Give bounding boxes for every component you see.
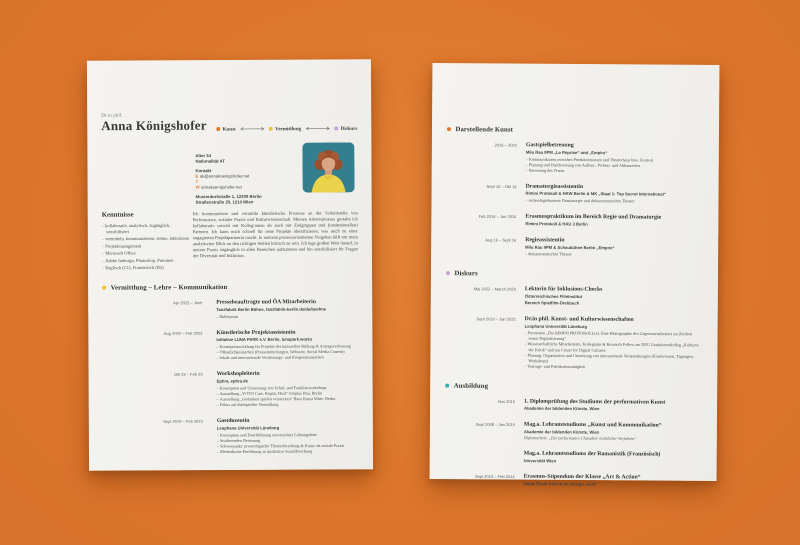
section-title: Ausbildung — [453, 381, 489, 390]
entry-bullets — [525, 251, 703, 258]
entry-organisation: Milo Rau IIPM & Schaubühne Berlin „Empire“ — [525, 244, 615, 251]
contact-prefix: W — [195, 184, 200, 190]
contact-value: ak@annakoenigshofer.net — [199, 173, 250, 179]
cv-entry — [445, 449, 702, 464]
contact-prefix: T — [195, 179, 199, 185]
entry-date: Okt 22 – Feb 23 — [173, 372, 203, 377]
cv-section — [445, 381, 703, 487]
entry-body — [216, 298, 358, 319]
double-arrow-icon — [305, 126, 331, 130]
entry-bullet: – Fokus auf dialogischer Vermittlung — [217, 401, 359, 407]
entry-organisation-detail: Bereich Spielfilm-Drehbuch — [524, 300, 580, 306]
cv-entry — [446, 182, 703, 204]
entry-bullets — [525, 198, 703, 205]
entry-bullet: – lokale und internationale Vernetzungs- und Kooperationsarbeit — [216, 354, 358, 360]
entry-date: Aug 16 – Sept 16 — [485, 237, 517, 243]
person-name: Anna Königshofer — [101, 118, 207, 134]
entry-organisation: Rimini Protokoll & HAU 3 Berlin — [525, 221, 588, 227]
entry-title: Workshopleiterin — [216, 370, 260, 377]
age-line: Alter 34 — [195, 153, 212, 159]
kunst-vermittlung-diskurs-diagram — [216, 124, 357, 133]
address-line: Musterdorfstraße 1, 12208 Berlin — [195, 193, 262, 200]
entry-bullet: – Konzeptentwicklung für Projekte der kulturellen Bildung & Antragsverfassung — [216, 343, 358, 349]
entry-body — [524, 473, 702, 488]
entry-body — [524, 450, 702, 465]
entry-body — [524, 421, 702, 441]
cv-entry — [446, 236, 703, 258]
contact-prefix: E — [195, 173, 199, 179]
entry-date: Sept 2008 – Jan 2015 — [475, 422, 515, 428]
entry-bullet: – Vortrags- und Publikationstätigkeit — [524, 363, 702, 370]
cv-entry — [446, 213, 703, 228]
entry-organisation: Universität Wien — [523, 457, 557, 464]
entry-body — [525, 237, 703, 259]
entry-body — [217, 370, 359, 408]
section-title: Darstellende Kunst — [455, 125, 514, 134]
skill-item: – Adobe Indesign, Photoshop, Premiere — [102, 258, 193, 264]
entry-bullet: – Promotion „Die RIMINI PROTOKOLL(e). Eine Ethnographie des Gegenwartstheaters im Zeichen seiner Digitalisierung“ — [525, 330, 703, 342]
entry-bullet: – Planung, Organisation und Umsetzung von internationale Veranstaltungen (Konferenzen, Tagungen, Workshops) — [524, 352, 702, 364]
entry-bullet: – Schwerpunkt: praxeologische Theaterforschung & Kunst als soziale Praxis — [217, 443, 359, 449]
entry-title: Erasmus-Stipendum der Klasse „Art & Action“ — [523, 473, 641, 481]
entry-bullet: – Betreuung des Teams — [526, 167, 704, 174]
diagram-dot-icon — [269, 127, 273, 131]
degree-title: Dr.in phil. — [101, 112, 123, 119]
section-header — [447, 125, 704, 135]
entry-title: Pressebeauftragte und ÖA Mitarbeiterin — [216, 298, 316, 306]
entry-date: Apr 2023 – Jetzt — [173, 300, 203, 306]
sections-left — [88, 282, 373, 455]
entry-bullet: – dokumentarisches Theater — [525, 251, 703, 258]
nationality-line: Nationalität AT — [195, 158, 225, 164]
entry-title: Gastdozentin — [216, 417, 250, 424]
entry-date: Sept 2019 – Feb 2023 — [163, 419, 203, 424]
intro-paragraph: Ich kommuniziere und vermittle künstlerische Prozesse an der Schnittstelle von Performance, sozialer Praxis und Kulturwissenschaft. Meinen Arbeitsprozess gestalte ich kollaborativ sowohl mit Kolleg:innen als auch mit Zielgruppen und (institutionellen) Partnern. Ich kann mich schnell für neue Projekte identifizieren, was mich zu einer engagierten Projektpartnerin macht. In meinem prozessorientierten Vorgehen hilft mir mein analytischer Blick an den richtigen Stellen kritisch zu sein. Ich lege großen Wert darauf, in meiner Praxis zugänglich in allen Bereichen aufzutreten und bin sensibilisiert für Fragen der Diversität und Inklusion. — [192, 210, 358, 258]
skills-title: Kenntnisse — [101, 210, 134, 219]
entry-bullet: – Ausstellung „YOYI! Care, Repair, Heal“ Gropius Bau, Berlin — [217, 390, 359, 396]
section-dot-icon — [102, 286, 106, 290]
entry-bullet: – Studierenden Betreuung — [217, 437, 359, 443]
section-header — [445, 381, 702, 391]
entry-organisation: Haute École d'Art et de Design, Genf — [523, 481, 596, 487]
entry-bullet: – Bulletpoint — [216, 313, 358, 319]
cv-page-left — [87, 59, 373, 470]
portrait-illustration — [302, 142, 354, 192]
cv-entry — [103, 370, 359, 408]
entry-title: Gastspielbetreuung — [525, 141, 574, 148]
section-title: Diskurs — [454, 269, 478, 278]
entry-date: Feb 2016 – Jun 2016 — [478, 214, 517, 220]
entry-title: 1. Diplomprüfung des Studiums der performativen Kunst — [524, 397, 666, 405]
entry-title: Mag.a. Lehramtstudiums „Kunst und Kommunikation“ — [523, 421, 662, 429]
entry-organisation: Akademie der bildenden Künste, Wien — [524, 405, 600, 412]
cv-entry — [102, 329, 358, 362]
section-dot-icon — [445, 383, 449, 387]
entry-body — [526, 142, 704, 175]
entry-bullet: – Methodische Einführung in qualitative Sozialforschung — [217, 448, 359, 454]
entry-date — [445, 449, 515, 463]
entry-date: Sept 2016 – Jan 2022 — [476, 316, 516, 322]
diagram-node — [216, 126, 236, 132]
entry-bullets — [217, 385, 359, 408]
cv-entry — [447, 141, 704, 174]
entry-date: Sept 16 – Okt 16 — [486, 184, 517, 189]
entry-organisation: Leuphana Universität Lüneburg — [216, 425, 280, 431]
entry-organisation: Österreichisches Filminstitut — [524, 293, 583, 300]
entry-bullet: – Konzeption und Durchführung universitärer Lehrangebote — [217, 432, 359, 438]
entry-body — [216, 329, 358, 361]
diagram-label: Vermittlung — [275, 125, 302, 132]
entry-organisation: Milo Rau IIPM „La Reprise“ und „Empire“ — [525, 149, 608, 156]
entry-organisation: Ephra, ephra.de — [216, 378, 248, 384]
cv-entry — [446, 285, 703, 306]
entry-bullet: – technologiebasierte Dramaturgie und dokumentarisches Theater — [525, 198, 703, 205]
skill-item: – Englisch (C1), Französisch (B2) — [102, 265, 193, 271]
entry-bullets — [217, 432, 359, 455]
diagram-dot-icon — [334, 126, 338, 130]
section-dot-icon — [447, 127, 451, 131]
section-header — [102, 282, 358, 291]
skill-item: – Microsoft Office — [102, 250, 193, 256]
entry-bullets — [526, 156, 704, 174]
entry-title: Dr.in phil. Kunst- und Kulturwissenschaften — [524, 315, 634, 323]
diagram-node — [334, 126, 357, 132]
diagram-dot-icon — [216, 127, 220, 131]
name-block — [101, 112, 207, 134]
entry-date: Sept 2013 – Feb 2014 — [474, 474, 515, 480]
entry-organisation: Initiative LUNA PARK e.V. Berlin, lunapark.works — [216, 336, 313, 343]
diagram-label: Kunst — [222, 126, 236, 132]
sections-right — [430, 125, 720, 488]
skill-item: – kollaborativ, analytisch, zugänglich, sensibilisiert — [102, 223, 193, 235]
entry-title: Regieassistentin — [525, 236, 565, 243]
entry-organisation: Tanzfabrik Berlin Bühne, tanzfabrik-berlin.de/de/buehne — [216, 306, 327, 312]
entry-title: Mag.a. Lehramtstudiums der Romanistik (Französisch) — [523, 450, 661, 457]
cv-section — [446, 125, 704, 258]
entry-date: Aug 2022 – Feb 2023 — [163, 330, 203, 336]
entry-body — [525, 183, 703, 205]
section-dot-icon — [446, 271, 450, 275]
entry-bullets — [524, 330, 702, 370]
section-title: Vermittlung – Lehre – Kommunikation — [110, 283, 228, 292]
profile-row — [195, 142, 354, 205]
entry-organisation: Akademie der bildenden Künste, Wien — [523, 429, 600, 435]
diagram-node — [269, 126, 301, 132]
entry-bullet: – Öffentlichkeitsarbeit (Pressemitteilungen, Webseite, Social Media Content) — [216, 349, 358, 355]
entry-bullet: – Kommunikation zwischen Produktionsteam und Theaterhaus bzw. Festival — [526, 156, 704, 163]
page-header — [101, 111, 357, 133]
entry-date: Nov 2015 — [497, 399, 516, 404]
entry-date: Mai 2022 – March 2023 — [473, 287, 516, 292]
entry-body — [524, 316, 702, 371]
entry-title: Dramaturgieassistentin — [525, 182, 584, 190]
cv-entry — [445, 421, 702, 442]
entry-note: Diplomarbeit: „Der performative Charakter rechtlicher Verfahren“ — [523, 435, 637, 441]
entry-body — [525, 213, 703, 228]
contact-block — [195, 143, 261, 206]
entry-body — [524, 398, 702, 413]
cv-entry — [445, 473, 702, 488]
entry-body — [217, 417, 359, 455]
contact-value: annakoenigshofer.net — [201, 184, 242, 190]
entry-title: Künstlerische Projektassistentin — [216, 328, 296, 336]
cv-section — [445, 269, 703, 370]
skill-item: – vermitteln, kommunizieren, texten, lektorieren — [102, 236, 193, 242]
cv-entry — [445, 397, 702, 412]
cv-entry — [102, 298, 358, 320]
entry-date: 2016 – 2022 — [494, 142, 517, 148]
skills-intro-row — [102, 210, 358, 273]
cv-section — [102, 282, 359, 455]
entry-title: Lektorin für Inklusions-Checks — [524, 285, 603, 293]
diagram-label: Diskurs — [340, 125, 358, 132]
entry-bullet: – Wissenschaftliche Mitarbeiterin, Kollegiatin & Research Fellow am DFG Graduiertenkolleg „Kulturen der Kritik“ und am Center for Digital Cultures — [524, 341, 702, 353]
cv-page-right — [430, 63, 720, 487]
cv-entry — [445, 315, 702, 370]
entry-body — [525, 286, 703, 307]
entry-bullets — [216, 343, 358, 360]
entry-organisation: Leuphana Universität Lüneburg — [524, 323, 588, 329]
entry-title: Erasmuspraktikum im Bereich Regie und Dramaturgie — [525, 213, 662, 221]
section-header — [446, 269, 703, 279]
entry-bullet: – Planung und Durchsetzung von Aufbau-, Proben- und Abbauzeiten — [526, 162, 704, 169]
entry-bullet: – Ausstellung „Gedanken spielen verstecken“ Haus Kunst Mitte, Berlin — [217, 396, 359, 402]
entry-bullets — [216, 313, 358, 319]
skills-block — [102, 210, 193, 272]
double-arrow-icon — [239, 127, 265, 131]
address-line: Straßenstraße 20, 1210 Wien — [195, 199, 254, 205]
cv-entry — [103, 417, 359, 455]
entry-organisation: Rimini Protokoll & HKW Berlin & MK „Staat 1: Top Secret International“ — [525, 190, 666, 197]
entry-bullet: – Konzeption und Umsetzung von Schul- und Familienworkshops — [217, 385, 359, 391]
skill-item: – Projektmanagement — [102, 243, 193, 249]
profile-photo — [302, 142, 354, 192]
contact-label: Kontakt — [195, 168, 212, 174]
